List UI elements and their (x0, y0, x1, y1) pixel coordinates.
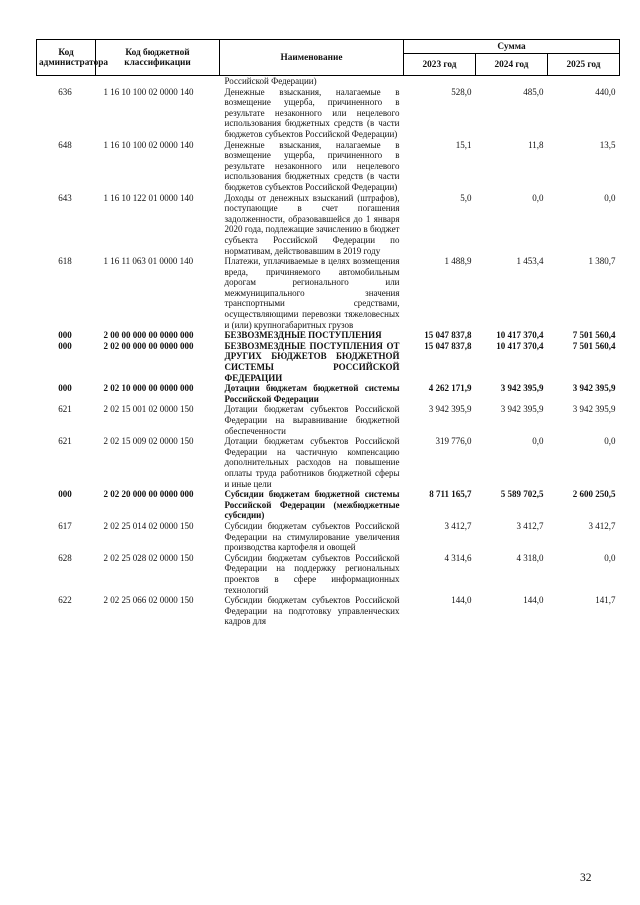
table-row (37, 595, 620, 627)
amount-2025-cell: 3 942 395,9 (572, 383, 616, 394)
budget-code-cell: 1 16 10 100 02 0000 140 (103, 139, 194, 150)
admin-code-cell: 621 (58, 404, 72, 415)
amount-2023-cell: 3 942 395,9 (428, 404, 472, 415)
budget-code-cell: 1 16 10 100 02 0000 140 (103, 86, 194, 97)
admin-code-cell: 618 (58, 256, 72, 267)
amount-2024-cell: 5 589 702,5 (500, 489, 544, 500)
amount-2023-cell: 1 488,9 (444, 256, 472, 267)
table-body (37, 76, 620, 627)
admin-code-cell: 648 (58, 139, 72, 150)
amount-2024-cell: 0,0 (532, 192, 544, 203)
revenue-name-cell: Дотации бюджетам субъектов Российской Федерации на выравнивание бюджетной обеспеченности (224, 404, 400, 436)
revenue-name-cell: Денежные взыскания, налагаемые в возмещение ущерба, причиненного в результате незаконного или нецелевого использования бюджетных средств (в части бюджетов субъектов Российской Федерации) (224, 86, 400, 139)
budget-code-cell: 1 16 10 122 01 0000 140 (103, 192, 194, 203)
amount-2025-cell (548, 76, 620, 87)
admin-code-cell: 643 (58, 192, 72, 203)
admin-code-cell: 621 (58, 436, 72, 447)
amount-2023-cell: 4 262 171,9 (428, 383, 472, 394)
amount-2024-cell: 0,0 (532, 436, 544, 447)
amount-2025-cell: 141,7 (595, 595, 616, 606)
amount-2023-cell: 15,1 (455, 139, 472, 150)
admin-code-cell: 636 (58, 86, 72, 97)
amount-2025-cell: 3 942 395,9 (572, 404, 616, 415)
amount-2025-cell: 0,0 (604, 436, 616, 447)
table-row (37, 383, 620, 404)
admin-code-cell (37, 76, 96, 87)
amount-2025-cell: 3 412,7 (588, 520, 616, 531)
amount-2023-cell: 15 047 837,8 (424, 330, 472, 341)
amount-2023-cell: 4 314,6 (444, 552, 472, 563)
admin-code-cell: 000 (58, 340, 72, 351)
amount-2023-cell: 5,0 (460, 192, 472, 203)
revenue-name-cell: Российской Федерации) (224, 76, 317, 86)
table-row (37, 76, 620, 87)
amount-2024-cell: 11,8 (528, 139, 544, 150)
column-header-year-2024: 2024 год (476, 54, 548, 76)
amount-2024-cell: 3 412,7 (516, 520, 544, 531)
table-header (37, 40, 620, 76)
column-header-sum: Сумма (404, 40, 620, 54)
table-row (37, 521, 620, 553)
table-row (37, 193, 620, 257)
amount-2024-cell: 4 318,0 (516, 552, 544, 563)
revenue-name-cell: Субсидии бюджетам субъектов Российской Федерации на подготовку управленческих кадров для (224, 595, 400, 627)
amount-2024-cell: 10 417 370,4 (496, 340, 544, 351)
admin-code-cell: 000 (58, 489, 72, 500)
budget-code-cell (96, 76, 220, 87)
revenue-name-cell: Доходы от денежных взысканий (штрафов), поступающие в счет погашения задолженности, образовавшейся до 1 января 2020 года, подлежащие зачислению в бюджет субъекта Российской Федерации по нормативам, действовавшим в 2019 году (224, 192, 400, 256)
amount-2024-cell: 3 942 395,9 (500, 404, 544, 415)
amount-2023-cell: 3 412,7 (444, 520, 472, 531)
revenue-name-cell: Платежи, уплачиваемые в целях возмещения вреда, причиняемого автомобильным дорогам регионального или межмуниципального значения транспортными средствами, осуществляющими перевозки тяжеловесных и (или) крупногабаритных грузов (224, 256, 400, 330)
table-row (37, 404, 620, 436)
budget-code-cell: 2 02 00 000 00 0000 000 (103, 340, 194, 351)
table-row (37, 553, 620, 595)
page-number: 32 (580, 872, 592, 884)
column-header-year-2025: 2025 год (548, 54, 620, 76)
amount-2024-cell: 485,0 (523, 86, 544, 97)
amount-2024-cell: 3 942 395,9 (500, 383, 544, 394)
table-row (37, 87, 620, 140)
column-header-name: Наименование (220, 40, 404, 76)
budget-code-cell: 2 02 25 014 02 0000 150 (103, 520, 194, 531)
amount-2025-cell: 0,0 (604, 192, 616, 203)
admin-code-cell: 622 (58, 595, 72, 606)
budget-code-cell: 2 02 15 009 02 0000 150 (103, 436, 194, 447)
column-header-year-2023: 2023 год (404, 54, 476, 76)
column-header-budget-code: Код бюджетной классификации (96, 40, 220, 76)
revenue-name-cell: Денежные взыскания, налагаемые в возмещение ущерба, причиненного в результате незаконного или нецелевого использования бюджетных средств (в части бюджетов субъектов Российской Федерации) (224, 139, 400, 192)
table-row (37, 436, 620, 489)
amount-2025-cell: 1 380,7 (588, 256, 616, 267)
admin-code-cell: 000 (58, 383, 72, 394)
budget-code-cell: 1 16 11 063 01 0000 140 (103, 256, 194, 267)
budget-code-cell: 2 02 20 000 00 0000 000 (103, 489, 194, 500)
revenue-name-cell: Субсидии бюджетам бюджетной системы Российской Федерации (межбюджетные субсидии) (224, 489, 400, 521)
budget-code-cell: 2 00 00 000 00 0000 000 (103, 330, 194, 341)
budget-code-cell: 2 02 15 001 02 0000 150 (103, 404, 194, 415)
revenue-name-cell: Субсидии бюджетам субъектов Российской Федерации на стимулирование увеличения производства картофеля и овощей (224, 520, 400, 553)
table-row (37, 140, 620, 193)
amount-2023-cell (404, 76, 476, 87)
column-header-admin-code: Код администратора (37, 40, 96, 76)
amount-2023-cell: 144,0 (451, 595, 472, 606)
amount-2025-cell: 2 600 250,5 (572, 489, 616, 500)
revenue-name-cell: Субсидии бюджетам субъектов Российской Федерации на поддержку региональных проектов в сфере информационных технологий (224, 552, 400, 595)
revenue-name-cell: Дотации бюджетам бюджетной системы Российской Федерации (224, 383, 400, 404)
table-row (37, 256, 620, 330)
table-row (37, 489, 620, 521)
amount-2024-cell (476, 76, 548, 87)
amount-2023-cell: 528,0 (451, 86, 472, 97)
budget-code-cell: 2 02 25 066 02 0000 150 (103, 595, 194, 606)
amount-2024-cell: 144,0 (523, 595, 544, 606)
amount-2025-cell: 7 501 560,4 (572, 330, 616, 341)
table-row (37, 341, 620, 383)
revenue-name-cell: БЕЗВОЗМЕЗДНЫЕ ПОСТУПЛЕНИЯ (224, 330, 382, 341)
amount-2024-cell: 1 453,4 (516, 256, 544, 267)
admin-code-cell: 000 (58, 330, 72, 341)
budget-code-cell: 2 02 25 028 02 0000 150 (103, 552, 194, 563)
table-row (37, 330, 620, 341)
amount-2025-cell: 7 501 560,4 (572, 340, 616, 351)
amount-2023-cell: 319 776,0 (435, 436, 472, 447)
budget-code-cell: 2 02 10 000 00 0000 000 (103, 383, 194, 394)
amount-2023-cell: 8 711 165,7 (429, 489, 472, 500)
admin-code-cell: 628 (58, 552, 72, 563)
admin-code-cell: 617 (58, 520, 72, 531)
amount-2024-cell: 10 417 370,4 (496, 330, 544, 341)
amount-2025-cell: 440,0 (595, 86, 616, 97)
revenue-name-cell: Дотации бюджетам субъектов Российской Федерации на частичную компенсацию дополнительных расходов на повышение оплаты труда работников бюджетной сферы и иные цели (224, 436, 400, 489)
revenue-name-cell: БЕЗВОЗМЕЗДНЫЕ ПОСТУПЛЕНИЯ ОТ ДРУГИХ БЮДЖЕТОВ БЮДЖЕТНОЙ СИСТЕМЫ РОССИЙСКОЙ ФЕДЕРАЦИИ (224, 340, 400, 383)
amount-2023-cell: 15 047 837,8 (424, 340, 472, 351)
amount-2025-cell: 13,5 (599, 139, 616, 150)
amount-2025-cell: 0,0 (604, 552, 616, 563)
budget-revenue-table (36, 39, 620, 627)
